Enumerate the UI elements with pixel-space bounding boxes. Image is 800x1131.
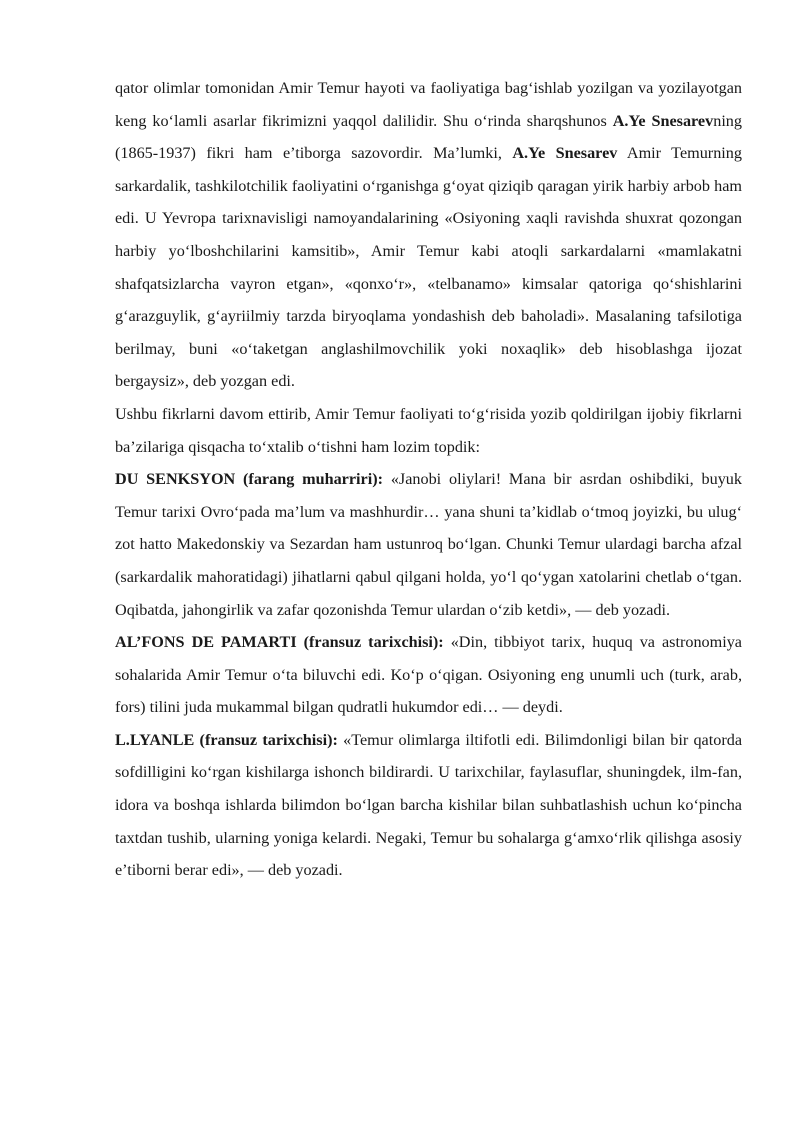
paragraph-du-senksyon	[115, 463, 742, 626]
text-segment: Ushbu fikrlarni davom ettirib, Amir Temur faoliyati to‘g‘risida yozib qoldirilgan ijobiy fikrlarni ba’zilariga qisqacha to‘xtalib o‘tishni ham lozim topdik:	[115, 404, 742, 456]
quote-author: AL’FONS DE PAMARTI (fransuz tarixchisi):	[115, 633, 444, 652]
quote-author: L.LYANLE (fransuz tarixchisi):	[115, 730, 338, 749]
paragraph-lyanle	[115, 724, 742, 887]
text-segment: qator olimlar tomonidan Amir Temur hayoti va faoliyatiga bag‘ishlab yozilgan va yozilayotgan keng ko‘lamli asarlar fikrimizni yaqqol dalilidir. Shu o‘rinda sharqshunos	[115, 79, 742, 130]
text-segment: Amir Temurning sarkardalik, tashkilotchilik faoliyatini o‘rganishga g‘oyat qiziqib qaragan yirik harbiy arbob ham edi. U Yevropa tarixnavisligi namoyandalarining «Osiyoning xaqli ravishda shuxrat qozongan harbiy yo‘lboshchilarini kamsitib», Amir Temur kabi atoqli sarkardalarni «mamlakatni shafqatsizlarcha vayron etgan», «qonxo‘r», «telbanamo» kimsalar qatoriga qo‘shishlarini g‘arazguylik, g‘ayriilmiy tarzda biryoqlama yondashish deb baholadi». Masalaning tafsilotiga berilmay, buni «o‘taketgan anglashilmovchilik yoki noxaqlik» deb hisoblashga ijozat bergaysiz», deb yozgan edi.	[115, 144, 742, 391]
paragraph-alfons-de-pamarti	[115, 626, 742, 724]
quote-text: «Temur olimlarga iltifotli edi. Bilimdonligi bilan bir qatorda sofdilligini ko‘rgan kishilarga ishonch bildirardi. U tarixchilar, faylasuflar, shuningdek, ilm-fan, idora va boshqa ishlarda bilimdon bo‘lgan barcha kishilar bilan suhbatlashish uchun ko‘pincha taxtdan tushib, ularning yoniga kelardi. Negaki, Temur bu sohalarga g‘amxo‘rlik qilishga asosiy e’tiborni berar edi», — deb yozadi.	[115, 730, 742, 880]
text-segment: ning (1865-1937) fikri ham e’tiborga sazovordir. Ma’lumki,	[115, 111, 742, 163]
document-page	[115, 72, 742, 887]
paragraph-intro	[115, 398, 742, 463]
author-name: A.Ye Snesarev	[612, 111, 714, 130]
quote-author: DU SENKSYON (farang muharriri):	[115, 470, 384, 489]
author-name: A.Ye Snesarev	[512, 144, 618, 163]
paragraph-snesarev	[115, 72, 742, 398]
quote-text: «Janobi oliylari! Mana bir asrdan oshibdiki, buyuk Temur tarixi Ovro‘pada ma’lum va mashhurdir… yana shuni ta’kidlab o‘tmoq joyizki, bu ulug‘ zot hatto Makedonskiy va Sezardan ham ustunroq bo‘lgan. Chunki Temur ulardagi barcha afzal (sarkardalik mahoratidagi) jihatlarni qabul qilgani holda, yo‘l qo‘ygan xatolarini chetlab o‘tgan. Oqibatda, jahongirlik va zafar qozonishda Temur ulardan o‘zib ketdi», — deb yozadi.	[115, 470, 742, 619]
quote-text: «Din, tibbiyot tarix, huquq va astronomiya sohalarida Amir Temur o‘ta biluvchi edi. Ko‘p o‘qigan. Osiyoning eng unumli uch (turk, arab, fors) tilini juda mukammal bilgan qudratli hukumdor edi… — deydi.	[115, 633, 742, 717]
